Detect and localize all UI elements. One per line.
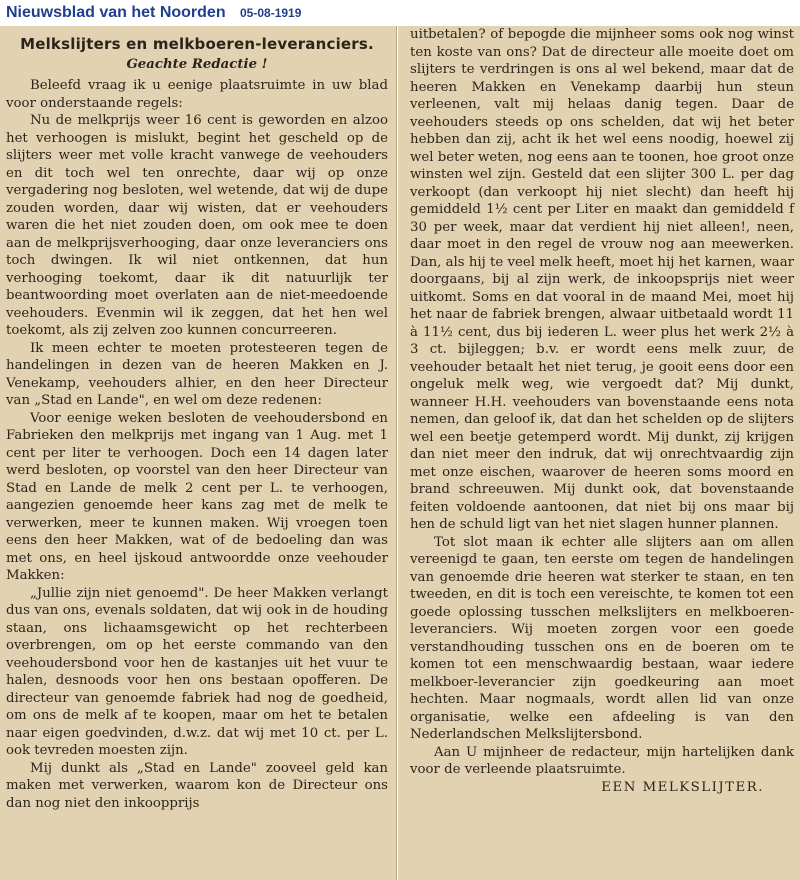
paragraph: Beleefd vraag ik u eenige plaatsruimte in uw blad voor onderstaande regels: xyxy=(6,78,388,111)
paragraph: Aan U mijnheer de redacteur, mijn hartelijken dank voor de verleende plaatsruimte. xyxy=(410,744,794,777)
publication-date: 05-08-1919 xyxy=(240,6,302,20)
article-headline: Melkslijters en melkboeren-leveranciers. xyxy=(20,35,374,53)
paragraph: Tot slot maan ik echter alle slijters aan om allen vereenigd te gaan, ten eerste om tegen de handelingen van genoemde drie heeren wat sterker te staan, en ten tweeden, en dit is toch een vereischte, te komen tot een goede oplossing tusschen melkslijters en melkboeren-leveranciers. Wij moeten zorgen voor een goede verstandhouding tusschen ons en de boeren om te komen tot een menschwaardig bestaan, waar iedere melkboer-leverancier zijn goedkeuring aan moet hechten. Maar nogmaals, wordt allen lid van onze organisatie, welke een afdeeling is van den Nederlandschen Melkslijtersbond. xyxy=(410,534,794,742)
paragraph: Mij dunkt als „Stad en Lande" zooveel geld kan maken met verwerken, waarom kon de Directeur ons dan nog niet den inkoopprijs xyxy=(6,760,388,811)
newspaper-name: Nieuwsblad van het Noorden xyxy=(6,4,226,21)
paragraph: Voor eenige weken besloten de veehoudersbond en Fabrieken den melkprijs met ingang van 1 Aug. met 1 cent per liter te verhoogen. Doch een 14 dagen later werd besloten, op voorstel van den heer Directeur van Stad en Lande de melk 2 cent per L. te verhoogen, aangezien genoemde heer kans zag met de melk te verwerken, meer te kunnen maken. Wij vroegen toen eens den heer Makken, wat of de bedoeling dan was met ons, en heel ijskoud antwoordde onze veehouder Makken: xyxy=(6,410,388,583)
paragraph: Ik meen echter te moeten protesteeren tegen de handelingen in dezen van de heeren Makken en J. Venekamp, veehouders alhier, en den heer Directeur van „Stad en Lande", en wel om deze redenen: xyxy=(6,340,388,408)
article-signature: EEN MELKSLIJTER. xyxy=(601,779,764,795)
clipping-left-column xyxy=(0,26,397,880)
clipping-right-column xyxy=(398,26,800,880)
article-column-right xyxy=(410,26,794,880)
article-salutation: Geachte Redactie ! xyxy=(126,56,268,72)
paragraph: „Jullie zijn niet genoemd". De heer Makken verlangt dus van ons, evenals soldaten, dat wij ook in de houding staan, ons lichaamsgewicht op het rechterbeen overbrengen, om op het eerste commando van den veehoudersbond voor hen de kastanjes uit het vuur te halen, desnoods voor hen ons bestaan opofferen. De directeur van genoemde fabriek had nog de goedheid, om ons de melk af te koopen, maar om het te betalen naar eigen goedvinden, d.w.z. dat wij met 10 ct. per L. ook tevreden moesten zijn. xyxy=(6,585,388,758)
paragraph: Nu de melkprijs weer 16 cent is geworden en alzoo het verhoogen is mislukt, begint het gescheld op de slijters weer met volle kracht vanwege de veehouders en dit toch wel ten onrechte, daar wij op onze vergadering nog besloten, wel wetende, dat wij de dupe zouden worden, daar wij wisten, dat er veehouders waren die het niet zouden doen, om ook mee te doen aan de melkprijsverhooging, daar onze leveranciers ons toch dwingen. Ik wil niet ontkennen, dat hun verhooging toekomt, daar ik dit natuurlijk ter beantwoording moet overlaten aan de niet-meedoende veehouders. Evenmin wil ik zeggen, dat het hen wel toekomt, als zij zelven zoo kunnen concurreeren. xyxy=(6,113,388,338)
paragraph: uitbetalen? of bepogde die mijnheer soms ook nog winst ten koste van ons? Dat de directeur alle moeite doet om slijters te verdringen is ons al wel bekend, maar dat de heeren Makken en Venekamp daarbij hun steun verleenen, valt mij helaas danig tegen. Daar de veehouders steeds op ons schelden, dat wij het beter hebben dan zij, acht ik het wel eens noodig, hoewel zij wel beter weten, nog eens aan te toonen, hoe groot onze winsten wel zijn. Gesteld dat een slijter 300 L. per dag verkoopt (dan verkoopt hij niet slecht) dan heeft hij gemiddeld 1½ cent per Liter en maakt dan gemiddeld f 30 per week, maar dat verdient hij niet alleen!, neen, daar moet in den regel de vrouw nog aan meewerken. Dan, als hij te veel melk heeft, moet hij het karnen, waar doorgaans, bij al zijn werk, de inkoopsprijs niet weer uitkomt. Soms en dat vooral in de maand Mei, moet hij het naar de fabriek brengen, alwaar uitbetaald wordt 11 à 11½ cent, dus bij iederen L. weer plus het werk 2½ à 3 ct. bijleggen; b.v. er wordt eens melk zuur, de veehouder betaalt het niet terug, je gooit eens door een ongeluk melk weg, wie vergoedt dat? Mij dunkt, wanneer H.H. veehouders van bovenstaande eens nota nemen, dan geloof ik, dat dan het schelden op de slijters wel een beetje getemperd wordt. Mij dunkt, zij krijgen dan niet meer den indruk, dat wij onrechtvaardig zijn met onze eischen, waarover de heeren soms moord en brand schreeuwen. Mij dunkt ook, dat bovenstaande feiten voldoende aantoonen, dat niet bij ons maar bij hen de schuld ligt van het niet slagen hunner plannen. xyxy=(410,27,794,532)
article-column-left xyxy=(6,26,388,880)
masthead xyxy=(0,0,800,26)
